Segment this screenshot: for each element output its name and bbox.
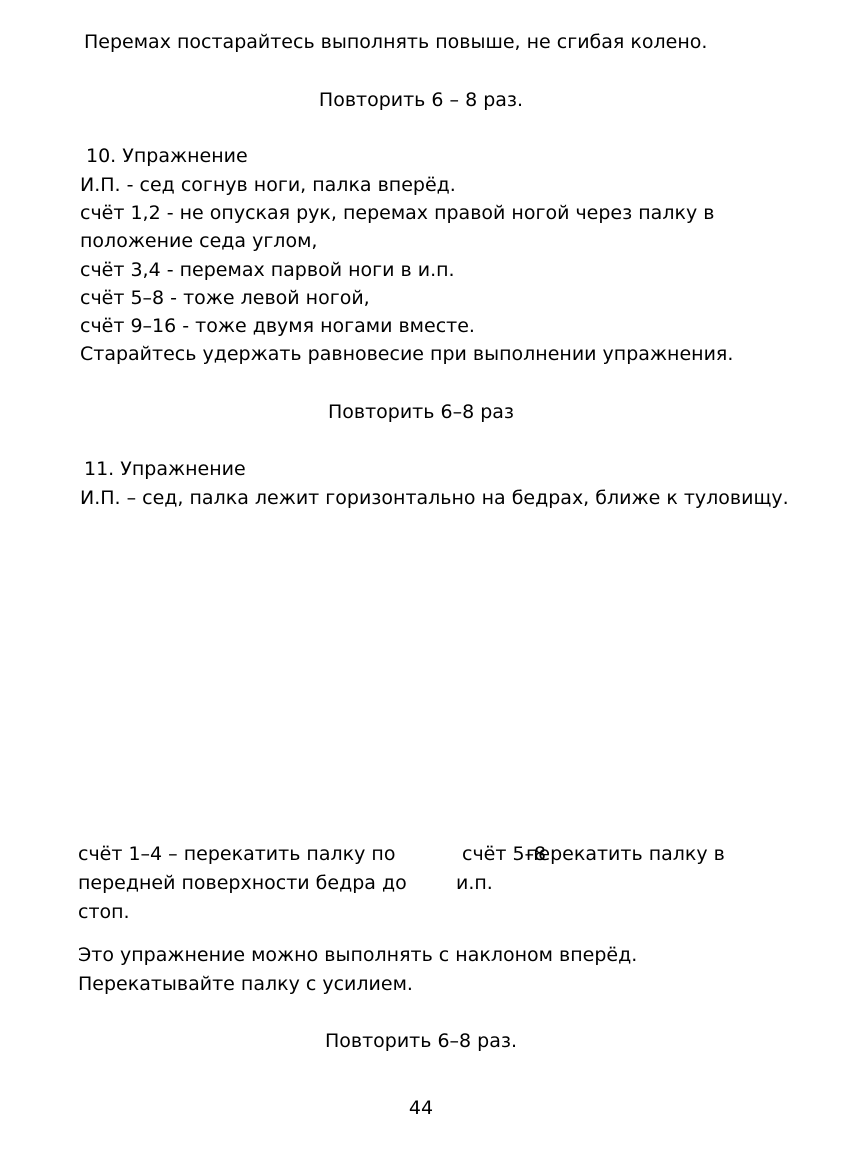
intro-repeat: Повторить 6 – 8 раз. bbox=[318, 89, 524, 111]
exercise-10-line: счёт 1,2 - не опуская рук, перемах правой ногой через палку в bbox=[80, 202, 715, 224]
exercise-11-note: Перекатывайте палку с усилием. bbox=[78, 973, 413, 995]
exercise-10-line: счёт 3,4 - перемах парвой ноги в и.п. bbox=[80, 259, 455, 281]
exercise-10-line: счёт 5–8 - тоже левой ногой, bbox=[80, 287, 370, 309]
exercise-11-count-middle: и.п. bbox=[456, 872, 493, 894]
intro-line: Перемах постарайтесь выполнять повыше, не сгибая колено. bbox=[84, 31, 708, 53]
exercise-10-line: Старайтесь удержать равновесие при выполнении упражнения. bbox=[80, 343, 734, 365]
exercise-11-title: 11. Упражнение bbox=[84, 458, 246, 480]
exercise-11-repeat: Повторить 6–8 раз. bbox=[324, 1030, 518, 1052]
exercise-10-title: 10. Упражнение bbox=[86, 145, 248, 167]
exercise-11-count-left: передней поверхности бедра до bbox=[78, 872, 407, 894]
exercise-11-start-position: И.П. – сед, палка лежит горизонтально на бедрах, ближе к туловищу. bbox=[80, 487, 789, 509]
exercise-11-count-left: счёт 1–4 – перекатить палку по bbox=[78, 843, 396, 865]
exercise-11-note: Это упражнение можно выполнять с наклоном вперёд. bbox=[78, 944, 638, 966]
exercise-10-line: счёт 9–16 - тоже двумя ногами вместе. bbox=[80, 315, 475, 337]
exercise-11-count-middle: счёт 5–8 bbox=[462, 843, 547, 865]
exercise-10-line: И.П. - сед согнув ноги, палка вперёд. bbox=[80, 174, 456, 196]
exercise-10-repeat: Повторить 6–8 раз bbox=[327, 401, 515, 423]
exercise-10-line: положение седа углом, bbox=[80, 230, 318, 252]
exercise-11-count-right: перекатить палку в bbox=[526, 843, 725, 865]
page-number: 44 bbox=[408, 1097, 434, 1119]
exercise-11-count-left: стоп. bbox=[78, 901, 130, 923]
